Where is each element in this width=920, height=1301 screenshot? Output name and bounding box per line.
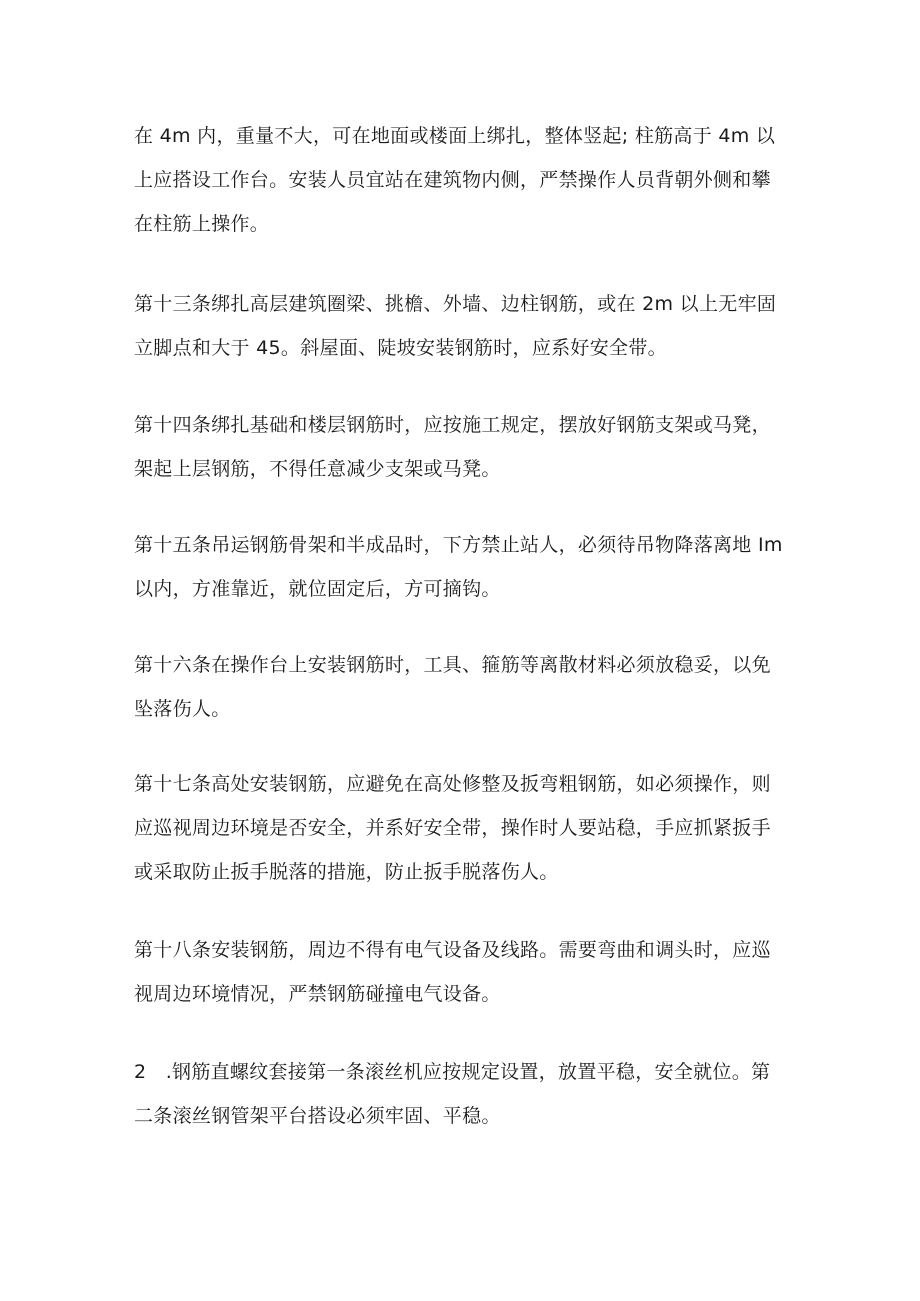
text-line: 架起上层钢筋，不得任意减少支架或马凳。	[134, 458, 501, 480]
paragraph-article-13	[134, 282, 794, 370]
paragraph-article-17	[134, 762, 794, 894]
text-line: 第十四条绑扎基础和楼层钢筋时，应按施工规定，摆放好钢筋支架或马凳，	[134, 414, 771, 436]
text-line: 上应搭设工作台。安装人员宜站在建筑物内侧，严禁操作人员背朝外侧和攀	[134, 169, 771, 191]
text-line: 应巡视周边环境是否安全，并系好安全带，操作时人要站稳，手应抓紧扳手	[134, 817, 771, 839]
text-line: 坠落伤人。	[134, 698, 231, 720]
text-line: 在 4m 内，重量不大，可在地面或楼面上绑扎，整体竖起; 柱筋高于 4m 以	[134, 125, 776, 147]
paragraph-article-14	[134, 403, 794, 491]
text-line: 第十七条高处安装钢筋，应避免在高处修整及扳弯粗钢筋，如必须操作，则	[134, 773, 771, 795]
text-line: 立脚点和大于 45。斜屋面、陡坡安装钢筋时，应系好安全带。	[134, 337, 667, 359]
text-line: 第十五条吊运钢筋骨架和半成品时，下方禁止站人，必须待吊物降落离地 Im	[134, 534, 783, 556]
text-line: 第十六条在操作台上安装钢筋时，工具、箍筋等离散材料必须放稳妥，以免	[134, 654, 771, 676]
paragraph-article-15	[134, 523, 794, 611]
text-line: 以内，方准靠近，就位固定后，方可摘钩。	[134, 578, 501, 600]
text-line: 或采取防止扳手脱落的措施，防止扳手脱落伤人。	[134, 861, 559, 883]
text-line: 在柱筋上操作。	[134, 213, 270, 235]
text-line: 第十三条绑扎高层建筑圈梁、挑檐、外墙、边柱钢筋，或在 2m 以上无牢固	[134, 293, 777, 315]
paragraph-article-16	[134, 643, 794, 731]
text-line: 二条滚丝钢管架平台搭设必须牢固、平稳。	[134, 1105, 501, 1127]
paragraph-column-binding	[134, 114, 794, 246]
text-line: 视周边环境情况，严禁钢筋碰撞电气设备。	[134, 983, 501, 1005]
text-line: 2 .钢筋直螺纹套接第一条滚丝机应按规定设置，放置平稳，安全就位。第	[134, 1061, 771, 1083]
text-line: 第十八条安装钢筋，周边不得有电气设备及线路。需要弯曲和调头时，应巡	[134, 939, 771, 961]
paragraph-section-2	[134, 1050, 794, 1138]
paragraph-article-18	[134, 928, 794, 1016]
